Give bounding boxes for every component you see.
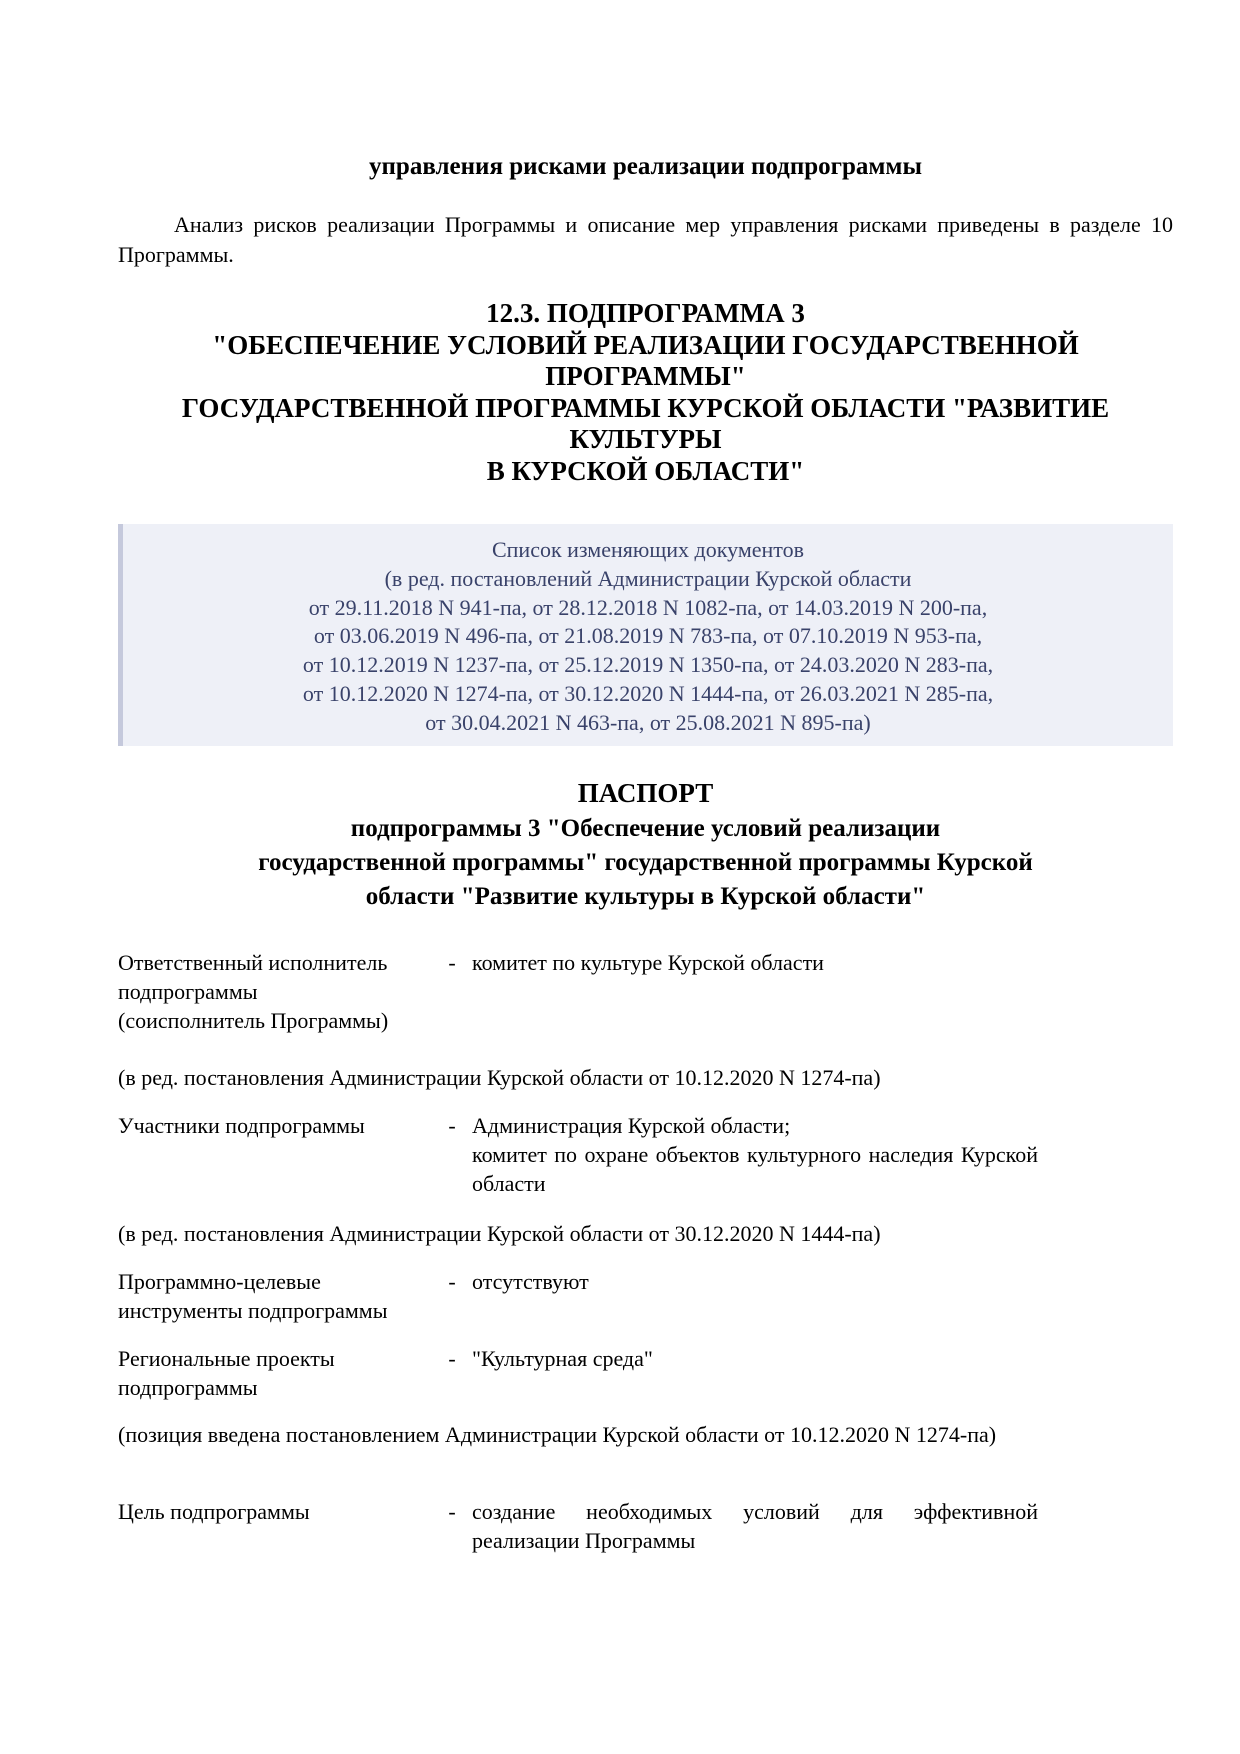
row-label-line: Региональные проекты bbox=[118, 1346, 335, 1371]
row-label bbox=[118, 948, 438, 1035]
row-dash: - bbox=[448, 1499, 456, 1524]
row-dash: - bbox=[448, 1113, 456, 1138]
passport-subtitle-line: подпрограммы 3 "Обеспечение условий реализации bbox=[350, 815, 941, 842]
row-label bbox=[118, 1111, 438, 1140]
changes-list-line: (в ред. постановлений Администрации Курской области bbox=[384, 565, 912, 591]
row-value bbox=[472, 1111, 1038, 1198]
passport-title: ПАСПОРТ bbox=[577, 778, 714, 808]
amendment-note: (позиция введена постановлением Администрации Курской области от 10.12.2020 N 1274-па) bbox=[118, 1422, 997, 1447]
row-dash: - bbox=[448, 1346, 456, 1371]
heading-line: ПРОГРАММЫ" bbox=[545, 361, 746, 391]
section-title: управления рисками реализации подпрограммы bbox=[369, 153, 922, 180]
amendment-note: (в ред. постановления Администрации Курской области от 10.12.2020 N 1274-па) bbox=[118, 1065, 881, 1090]
row-dash: - bbox=[448, 950, 456, 975]
passport-subtitle-line: государственной программы" государственной программы Курской bbox=[258, 849, 1033, 876]
changes-list-line: от 03.06.2019 N 496-па, от 21.08.2019 N 783-па, от 07.10.2019 N 953-па, bbox=[313, 623, 983, 649]
row-value: комитет по культуре Курской области bbox=[472, 950, 824, 975]
heading-line: ГОСУДАРСТВЕННОЙ ПРОГРАММЫ КУРСКОЙ ОБЛАСТИ "РАЗВИТИЕ bbox=[181, 392, 1110, 423]
row-value: "Культурная среда" bbox=[472, 1346, 653, 1371]
row-label-line: Программно-целевые bbox=[118, 1269, 321, 1294]
row-label bbox=[118, 1267, 438, 1325]
row-dash: - bbox=[448, 1269, 456, 1294]
row-label-line: инструменты подпрограммы bbox=[118, 1298, 388, 1323]
subprogram-heading bbox=[118, 298, 1173, 487]
amendment-note: (в ред. постановления Администрации Курской области от 30.12.2020 N 1444-па) bbox=[118, 1221, 881, 1246]
heading-line: В КУРСКОЙ ОБЛАСТИ" bbox=[486, 455, 805, 486]
row-label-line: Цель подпрограммы bbox=[118, 1499, 310, 1524]
row-value-line: комитет по охране объектов культурного наследия Курской области bbox=[472, 1142, 1038, 1196]
changes-list-box bbox=[118, 524, 1173, 746]
row-label-line: (соисполнитель Программы) bbox=[118, 1008, 389, 1033]
row-label bbox=[118, 1344, 438, 1402]
row-value: создание необходимых условий для эффективной реализации Программы bbox=[472, 1499, 1038, 1553]
changes-list-title: Список изменяющих документов bbox=[491, 537, 804, 562]
heading-line: 12.3. ПОДПРОГРАММА 3 bbox=[486, 298, 805, 328]
passport-subtitle bbox=[118, 812, 1173, 914]
intro-paragraph: Анализ рисков реализации Программы и описание мер управления рисками приведены в разделе 10 Программы. bbox=[118, 212, 1173, 267]
row-label-line: подпрограммы bbox=[118, 979, 258, 1004]
changes-list-line: от 10.12.2019 N 1237-па, от 25.12.2019 N 1350-па, от 24.03.2020 N 283-па, bbox=[302, 652, 994, 678]
row-label-line: Ответственный исполнитель bbox=[118, 950, 388, 975]
heading-line: КУЛЬТУРЫ bbox=[569, 424, 722, 454]
changes-list-line: от 29.11.2018 N 941-па, от 28.12.2018 N 1082-па, от 14.03.2019 N 200-па, bbox=[308, 594, 988, 620]
row-label-line: подпрограммы bbox=[118, 1375, 258, 1400]
row-label bbox=[118, 1497, 438, 1526]
row-value-line: Администрация Курской области; bbox=[472, 1113, 791, 1138]
heading-line: "ОБЕСПЕЧЕНИЕ УСЛОВИЙ РЕАЛИЗАЦИИ ГОСУДАРСТВЕННОЙ bbox=[212, 329, 1079, 360]
passport-subtitle-line: области "Развитие культуры в Курской области" bbox=[365, 883, 926, 910]
changes-list-line: от 30.04.2021 N 463-па, от 25.08.2021 N 895-па) bbox=[425, 709, 871, 735]
changes-list-line: от 10.12.2020 N 1274-па, от 30.12.2020 N 1444-па, от 26.03.2021 N 285-па, bbox=[302, 680, 994, 706]
row-label-line: Участники подпрограммы bbox=[118, 1113, 365, 1138]
row-value: отсутствуют bbox=[472, 1269, 589, 1294]
